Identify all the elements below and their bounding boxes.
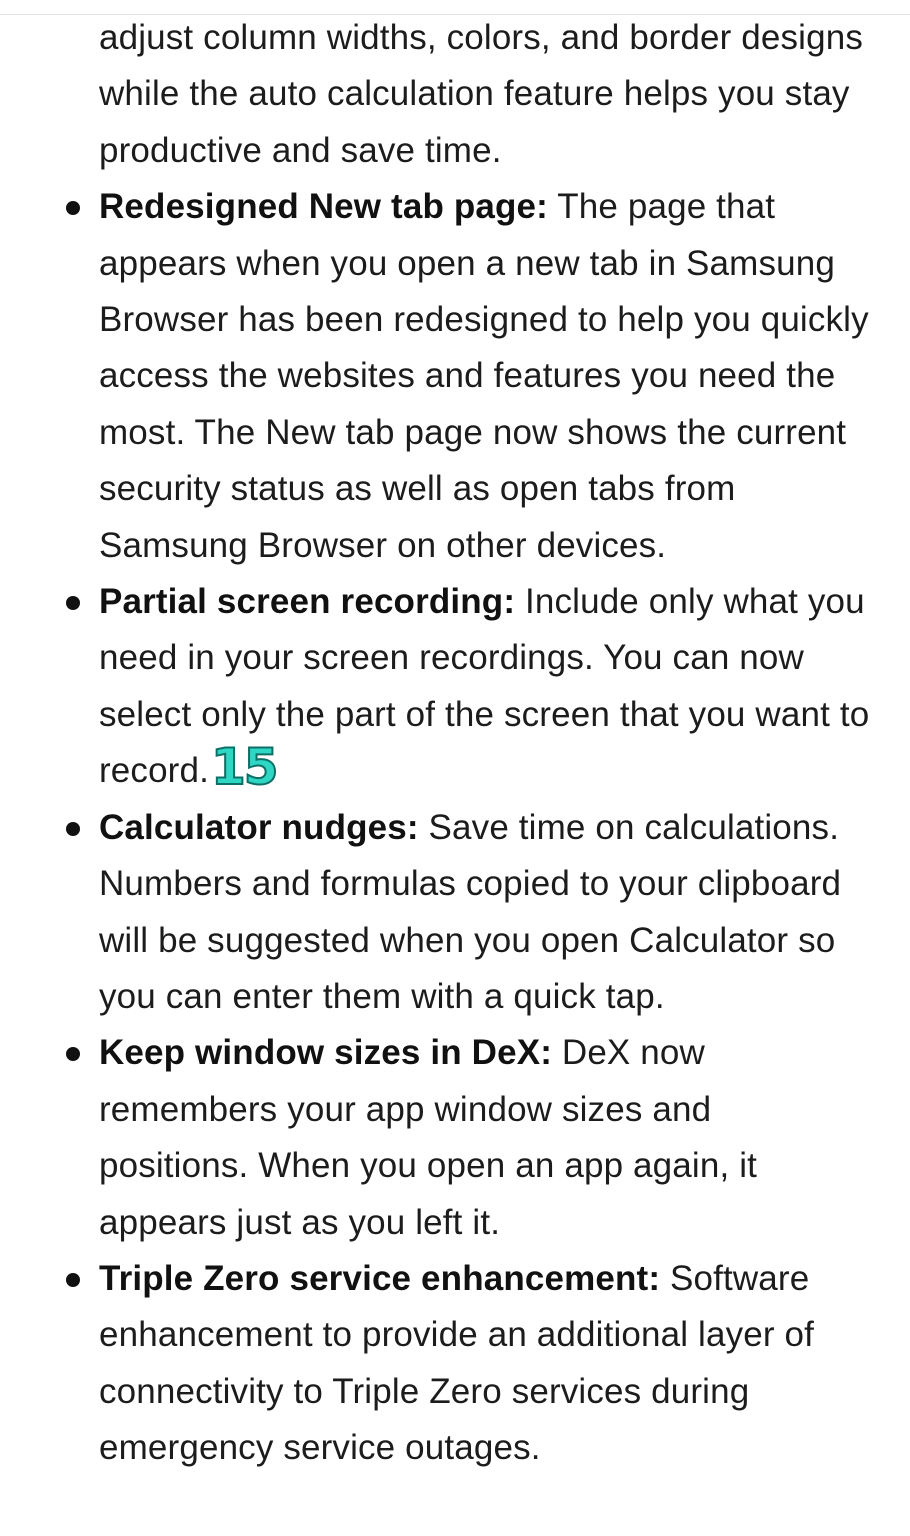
feature-description: Save time on calculations. Numbers and formulas copied to your clipboard will be suggested when you open Calculator so you can enter them with a quick tap. — [99, 807, 842, 1016]
continuation-paragraph — [0, 10, 910, 179]
release-notes-list — [0, 10, 910, 1477]
bullet-icon — [66, 596, 80, 610]
feature-description: Software enhancement to provide an additional layer of connectivity to Triple Zero services during emergency service outages. — [99, 1258, 815, 1468]
feature-title: Keep window sizes in DeX: — [99, 1033, 553, 1073]
feature-description: The page that appears when you open a new tab in Samsung Browser has been redesigned to help you quickly access the websites and features you need the most. The New tab page now shows the current security status as well as open tabs from Samsung Browser on other devices. — [99, 187, 869, 565]
feature-title: Calculator nudges: — [99, 807, 419, 847]
feature-description: Include only what you need in your screen recordings. You can now select only the part of the screen that you want to record. — [99, 582, 870, 791]
continuation-text: adjust column widths, colors, and border designs while the auto calculation feature helps you stay productive and save time. — [99, 18, 863, 170]
number-badge: 15 — [210, 738, 277, 797]
feature-title: Redesigned New tab page: — [99, 187, 548, 227]
list-item-partial-screen-recording — [0, 574, 910, 800]
bullet-icon — [66, 1047, 80, 1061]
list-item-calculator-nudges — [0, 800, 910, 1026]
list-item-new-tab-page — [0, 179, 910, 574]
list-item-dex-window-sizes — [0, 1025, 910, 1251]
list-item-triple-zero — [0, 1251, 910, 1477]
bullet-icon — [66, 201, 80, 215]
bullet-icon — [66, 822, 80, 836]
feature-title: Triple Zero service enhancement: — [99, 1258, 661, 1298]
feature-description: DeX now remembers your app window sizes and positions. When you open an app again, it appears just as you left it. — [99, 1033, 757, 1242]
feature-title: Partial screen recording: — [99, 582, 516, 622]
bullet-icon — [66, 1273, 80, 1287]
